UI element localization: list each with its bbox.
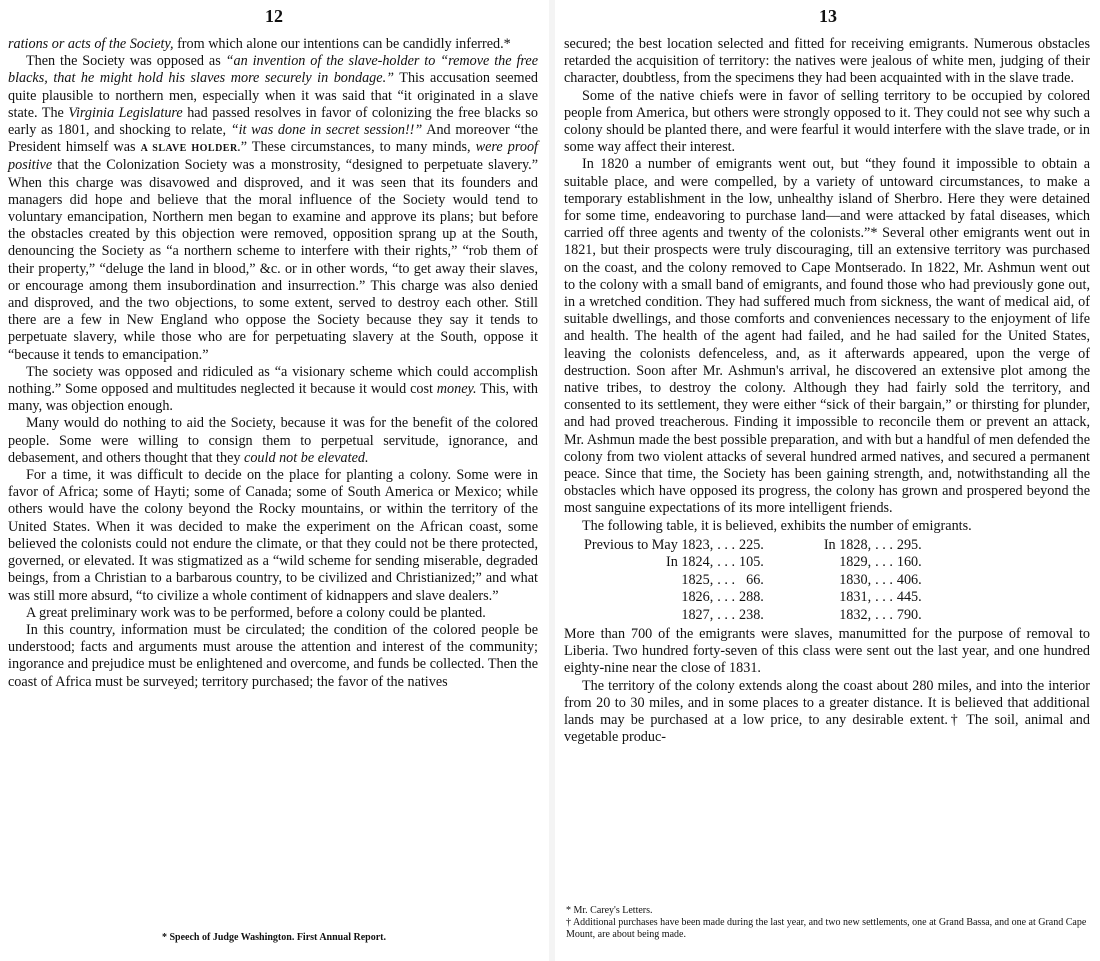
leader-dots: . . . (875, 536, 893, 553)
footnote-purchases: † Additional purchases have been made during the last year, and two new settlements, one at Grand Bassa, and one at Grand Cape Mount, are about being made. (566, 917, 1087, 940)
emigrant-count: 288. (739, 589, 764, 606)
emigrant-row (584, 589, 764, 606)
emigrant-row (824, 589, 922, 606)
right-page-number: 13 (819, 6, 837, 26)
year-label: 1832, (839, 606, 872, 623)
year-label: 1829, (839, 554, 872, 571)
emigrant-table-left (584, 537, 764, 624)
right-page-body (556, 36, 1100, 746)
year-label: 1826, (681, 589, 714, 606)
paragraph (564, 518, 1090, 535)
emigrant-count: 295. (896, 536, 922, 553)
emigrant-count: 225. (739, 536, 764, 553)
right-paragraphs-before-table (564, 36, 1090, 535)
paragraph (564, 36, 1090, 88)
paragraph (8, 364, 538, 416)
emigrant-row (824, 554, 922, 571)
text-run: In this country, information must be circulated; the condition of the colored people be understood; facts and arguments must arouse the attention and interest of the community; ingorance and prejudice must be enlightened and overcome, and funds be collected. Then the coast of Africa must be surveyed; territory purchased; the favor of the natives (8, 621, 538, 690)
left-footnote: * Speech of Judge Washington. First Annual Report. (161, 932, 386, 943)
left-page-body (0, 36, 548, 691)
text-run: A great preliminary work was to be performed, before a colony could be planted. (26, 604, 486, 621)
emigrant-count: 160. (896, 554, 922, 571)
text-run: ” These circumstances, to many minds, (240, 139, 476, 156)
right-footnotes (556, 905, 1100, 941)
text-run: For a time, it was difficult to decide on the place for planting a colony. Some were in favor of Africa; some of Hayti; some of Canada; some of South America or Mexico; while others would have the colony beyond the Rocky mountains, or within the territory of the United States. When it was decided to make the experiment on the African coast, some believed the colonists could not endure the climate, or that they could not be there protected, governed, or elevated. It was stigmatized as a “wild scheme for sending miserable, degraded beings, from a Christian to a barbarous country, to be civilized and Christianized;” and what was still more absurd, “to civilize a whole contiment of kidnappers and slave dealers.” (8, 467, 538, 604)
text-run: Virginia Legislature (68, 104, 183, 121)
emigrant-count: 790. (896, 606, 922, 623)
leader-dots: . . . (717, 571, 735, 588)
text-run: from which alone our intentions can be candidly inferred.* (173, 36, 511, 52)
paragraph (8, 36, 538, 53)
text-run: And moreover “the President himself was (8, 122, 538, 156)
leader-dots: . . . (717, 589, 735, 606)
text-run: Then the Society was opposed as (26, 53, 226, 70)
emigrant-count: 105. (739, 554, 764, 571)
leader-dots: . . . (717, 536, 735, 553)
emigrant-row (824, 607, 922, 624)
footnote-carey: * Mr. Carey's Letters. (566, 905, 653, 916)
text-run: This, with many, was objection enough. (8, 381, 538, 415)
leader-dots: . . . (875, 606, 893, 623)
year-label: In 1824, (665, 554, 714, 571)
text-run: secured; the best location selected and fitted for receiving emigrants. Numerous obstacles retarded the acquisition of territory: the natives were jealous of white men, judging of their character, doubtless, from the specimens they had been acquainted with in the slave trade. (564, 36, 1090, 87)
text-run: The territory of the colony extends along the coast about 280 miles, and into the interior from 20 to 30 miles, and in some places to a greater distance. It is believed that additional lands may be purchased at a low price, to any desirable extent.† The soil, animal and vegetable produc- (564, 677, 1090, 746)
text-run: “it was done in secret session!!” (230, 122, 423, 139)
text-run: In 1820 a number of emigrants went out, but “they found it impossible to obtain a suitable place, and were compelled, by a variety of untoward circumstances, to make a temporary establishment in the low, unhealthy island of Sherbro. Here they were detained for some time, endeavoring to purchase land—and were attacked by fatal diseases, which carried off three agents and twenty of the colonists.”* Several other emigrants went out in 1821, but their prospects were truly discouraging, till an extensive territory was purchased on the coast, and the colony removed to Cape Montserado. In 1822, Mr. Ashmun went out to the colony with a small band of emigrants, and found those who had previously gone out, in a wretched condition. They had suffered much from sickness, the want of medical aid, of suitable dwellings, and those comforts and conveniences necessary to the enjoyment of life and health. The health of the agent had failed, and he had sailed for the United States, leaving the colonists defenceless, and, as it afterwards appeared, upon the verge of destruction. Soon after Mr. Ashmun's arrival, he discovered an extensive plot among the native tribes, to destroy the colony. Although they had fairly sold the territory, and consented to its settlement, they were either “sick of their bargain,” or thirsting for plunder, and had proved treacherous. Finding it impossible to reconcile them or prevent an attack, Mr. Ashmun made the best possible preparation, and with but a handful of men defended the colony from two violent attacks of several hundred armed natives, and secured a permanent peace. Since that time, the Society has been gaining strength, and, notwithstanding all the obstacles which have opposed its progress, the colony has grown and prospered beyond the most sanguine expectations of its more intelligent friends. (564, 156, 1090, 517)
gutter (549, 0, 555, 961)
text-run: The society was opposed and ridiculed as “a visionary scheme which could accomplish nothing.” Some opposed and multitudes neglected it because it would cost (8, 363, 538, 398)
leader-dots: . . . (717, 606, 735, 623)
right-paragraphs-after-table (564, 626, 1090, 746)
paragraph (8, 53, 538, 364)
year-label: 1827, (681, 606, 714, 623)
text-run: rations or acts of the Society, (8, 36, 174, 52)
text-run: had passed resolves in favor of colonizing the free blacks so early as 1801, and shocking to relate, (8, 104, 538, 139)
leader-dots: . . . (875, 554, 893, 571)
text-run: This accusation seemed quite plausible to northern men, especially when it was said that “it originated in a slave state. The (8, 70, 538, 121)
text-run: The following table, it is believed, exhibits the number of emigrants. (582, 517, 972, 534)
year-label: 1825, (681, 571, 714, 588)
emigrant-row (584, 554, 764, 571)
text-run: A SLAVE HOLDER. (140, 143, 241, 155)
left-page-number: 12 (265, 6, 283, 26)
paragraph (8, 622, 538, 691)
text-run: money. (436, 381, 477, 398)
emigrant-table-right (824, 537, 922, 624)
emigrant-row (584, 607, 764, 624)
emigrant-row (584, 537, 764, 554)
emigrant-count: 445. (896, 589, 922, 606)
leader-dots: . . . (875, 571, 893, 588)
emigrant-row (584, 572, 764, 589)
left-page (0, 0, 548, 961)
emigrant-count: 66. (746, 571, 764, 588)
emigrant-count: 238. (739, 606, 764, 623)
year-label: Previous to May 1823, (584, 536, 714, 553)
year-label: 1831, (839, 589, 872, 606)
paragraph (8, 605, 538, 622)
text-run: that the Colonization Society was a monstrosity, “designed to perpetuate slavery.” When this charge was disavowed and disproved, and it was seen that its founders and managers did hope and believe that the moral influence of the Society would tend to voluntary emancipation, Northern men began to examine and approve its plans; but before the obstacles created by this objection were removed, opposition sprang up at the South, denouncing the Society as “a northern scheme to interfere with their rights,” “rob them of their property,” “deluge the land in blood,” &c. or in other words, “to get away their slaves, or encourage among them insubordination and insurrection.” This charge was also denied and disproved, and the two objections, to some extent, served to destroy each other. Still there are a few in New England who oppose the Society because they say it tends to perpetuate slavery, while those who are for perpetuating slavery at the South, oppose it “because it tends to emancipation.” (8, 157, 538, 363)
right-page (556, 0, 1100, 961)
emigrant-count: 406. (896, 571, 922, 588)
paragraph (564, 626, 1090, 678)
paragraph (8, 415, 538, 467)
text-run: were proof positive (8, 139, 538, 174)
emigrant-row (824, 537, 922, 554)
paragraph (564, 678, 1090, 747)
paragraph (564, 88, 1090, 157)
year-label: In 1828, (823, 536, 872, 553)
paragraph (564, 156, 1090, 517)
text-run: “an invention of the slave-holder to “remove the free blacks, that he might hold his slaves more securely in bondage.” (8, 53, 539, 87)
leader-dots: . . . (717, 554, 735, 571)
emigrant-table (564, 535, 1090, 626)
year-label: 1830, (839, 571, 872, 588)
text-run: could not be elevated. (244, 449, 369, 466)
leader-dots: . . . (875, 589, 893, 606)
text-run: More than 700 of the emigrants were slaves, manumitted for the purpose of removal to Liberia. Two hundred forty-seven of this class were sent out the last year, and one hundred eighty-nine near the close of 1831. (564, 625, 1090, 677)
text-run: Some of the native chiefs were in favor of selling territory to be occupied by colored people from America, but others were strongly opposed to it. They could not see why such a colony should be planted there, and were fearful it would interfere with the slave trade, or in some way affect their interest. (564, 87, 1090, 156)
text-run: Many would do nothing to aid the Society, because it was for the benefit of the colored people. Some were willing to consign them to perpetual servitude, ignorance, and debasement, and others thought that they (8, 415, 538, 466)
emigrant-row (824, 572, 922, 589)
paragraph (8, 467, 538, 605)
